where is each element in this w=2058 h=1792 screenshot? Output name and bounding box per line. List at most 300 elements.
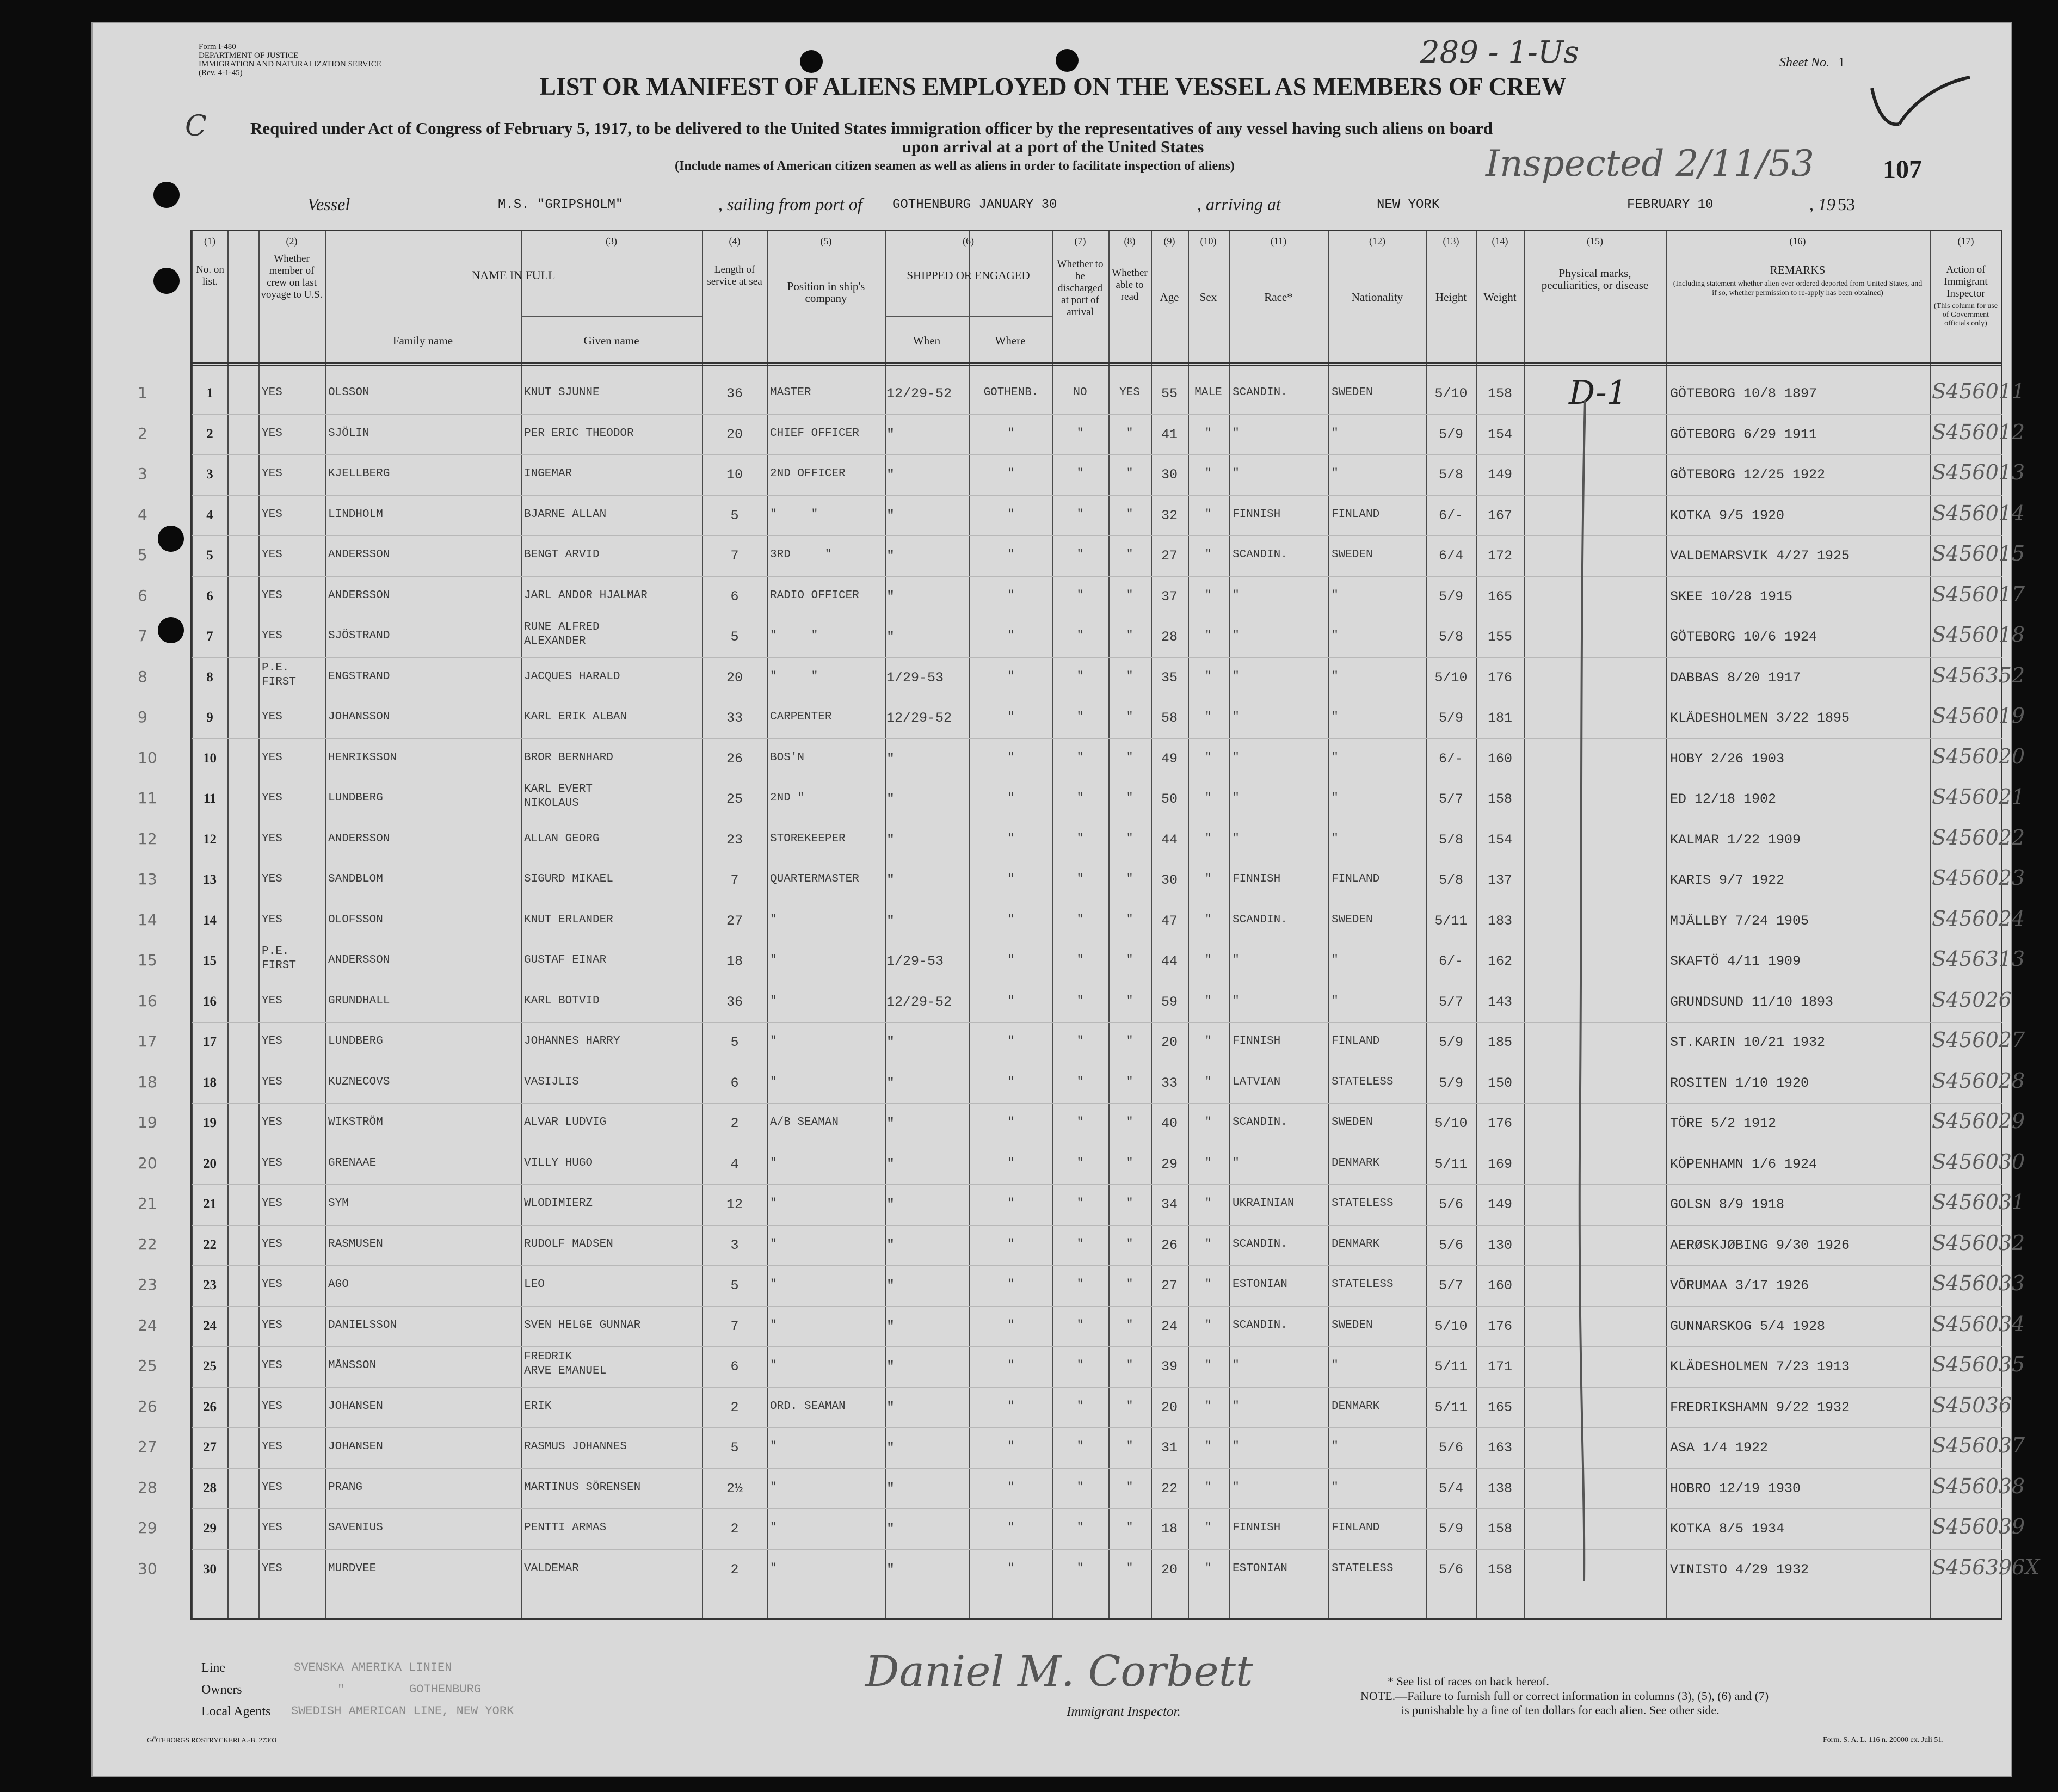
required-line-1: Required under Act of Congress of February 5, 1917, to be delivered to the United States immigration officer by the representatives of any vessel having such aliens on board [250,119,1493,138]
cell-sex: " [1205,994,1212,1007]
form-id-line: IMMIGRATION AND NATURALIZATION SERVICE [199,60,381,69]
col-num: (4) [729,236,741,247]
col-num: (5) [820,236,832,247]
cell-read: " [1126,589,1133,602]
footer-note-1: * See list of races on back hereof. [1388,1674,1549,1688]
cell-height: 5/7 [1438,994,1463,1010]
cell-height: 6/4 [1438,548,1463,564]
cell-position: " " [770,670,818,683]
cell-member: YES [262,1481,282,1494]
cell-age: 50 [1161,791,1178,807]
cell-sex: " [1205,873,1212,885]
footer-note-3: is punishable by a fine of ten dollars for each alien. See other side. [1401,1703,1720,1717]
year-label: , 19 [1809,194,1835,214]
cell-weight: 158 [1487,1521,1512,1537]
cell-nationality: " [1332,954,1339,966]
cell-sex: " [1205,589,1212,602]
cell-race: FINNISH [1233,873,1281,885]
col-num: (10) [1200,236,1217,247]
cell-family: ANDERSSON [328,589,390,602]
cell-member: P.E. FIRST [262,661,297,688]
cell-remarks: SKEE 10/28 1915 [1670,588,1793,605]
cell-service: 26 [726,750,743,767]
cell-member: YES [262,589,282,602]
cell-no: 28 [203,1480,217,1495]
cell-action: S45036 [1932,1393,2012,1417]
cell-given: BJARNE ALLAN [524,508,607,521]
cell-remarks: KOTKA 9/5 1920 [1670,507,1785,524]
cell-height: 5/8 [1438,832,1463,848]
cell-sex: " [1205,1359,1212,1372]
cell-given: VASIJLIS [524,1075,579,1088]
cell-race: SCANDIN. [1233,1237,1287,1251]
cell-nationality: SWEDEN [1332,386,1373,399]
bracket-line [1569,395,1601,1592]
cell-where: " [1007,1278,1015,1291]
cell-race: SCANDIN. [1233,1319,1287,1332]
page-number: 107 [1883,155,1922,184]
cell-weight: 138 [1487,1480,1512,1497]
cell-family: LINDHOLM [328,508,383,521]
cell-where: " [1007,994,1015,1007]
cell-discharged: " [1076,1481,1084,1494]
cell-discharged: " [1076,1440,1084,1453]
col-header-no: No. on list. [196,264,224,287]
cell-sex: " [1205,1440,1212,1453]
cell-service: 12 [726,1197,743,1212]
cell-when: " [886,548,895,564]
cell-action: S456352 [1932,663,2025,687]
tick-mark: 7 [138,627,147,645]
cell-when: " [886,1237,895,1253]
cell-race: " [1233,630,1240,642]
cell-service: 20 [726,426,743,442]
cell-race: " [1233,954,1240,966]
cell-position: " [770,1278,777,1291]
cell-read: " [1126,467,1133,480]
cell-weight: 162 [1487,953,1512,969]
cell-weight: 154 [1487,832,1512,848]
col-header-shipped: SHIPPED OR ENGAGED [907,269,1030,282]
tick-mark: 4 [138,505,147,524]
cell-service: 6 [730,1075,739,1091]
cell-sex: " [1205,1156,1212,1169]
cell-action: S456015 [1932,541,2025,565]
cell-age: 18 [1161,1521,1178,1537]
cell-service: 5 [730,629,739,645]
cell-position: BOS'N [770,751,805,764]
cell-member: YES [262,873,282,885]
cell-family: AGO [328,1278,349,1291]
cell-action: S456039 [1932,1514,2025,1538]
col-header-family: Family name [392,334,453,347]
cell-height: 5/9 [1438,1521,1463,1537]
cell-age: 27 [1161,1278,1178,1294]
cell-action: S456035 [1932,1352,2025,1376]
tick-mark: 8 [138,667,147,686]
table-row [138,1063,2025,1104]
cell-remarks: VALDEMARSVIK 4/27 1925 [1670,548,1850,564]
cell-action: S456024 [1932,906,2025,931]
cell-age: 47 [1161,913,1178,929]
cell-where: " [1007,1440,1015,1453]
cell-height: 5/9 [1438,1075,1463,1091]
cell-remarks: VÕRUMAA 3/17 1926 [1670,1278,1809,1294]
cell-remarks: KLÄDESHOLMEN 7/23 1913 [1670,1359,1850,1375]
cell-discharged: " [1076,873,1084,885]
cell-height: 6/- [1438,953,1463,969]
cell-service: 2½ [726,1480,743,1497]
cell-position: " [770,1562,777,1575]
cell-nationality: " [1332,427,1339,440]
cell-race: SCANDIN. [1233,549,1287,561]
cell-position: 2ND " [770,792,805,804]
cell-nationality: DENMARK [1332,1237,1380,1251]
cell-service: 5 [730,1034,739,1050]
cell-given: ALVAR LUDVIG [524,1116,607,1129]
cell-discharged: " [1076,913,1084,926]
cell-family: KJELLBERG [328,467,390,480]
cell-sex: " [1205,508,1212,521]
cell-given: SIGURD MIKAEL [524,873,613,885]
agents-label: Local Agents [201,1704,271,1719]
cell-member: P.E. FIRST [262,945,297,972]
cell-no: 17 [203,1034,217,1049]
cell-race: FINNISH [1233,1035,1281,1048]
col-num: (15) [1587,236,1603,247]
cell-position: " " [770,508,818,521]
cell-nationality: " [1332,792,1339,804]
cell-discharged: " [1076,630,1084,642]
table-row [138,1550,2040,1591]
page-title: LIST OR MANIFEST OF ALIENS EMPLOYED ON THE VESSEL AS MEMBERS OF CREW [539,72,1567,100]
cell-height: 5/11 [1434,913,1468,929]
cell-position: " [770,1359,777,1372]
cell-member: YES [262,467,282,480]
cell-given: KARL BOTVID [524,994,600,1007]
cell-sex: " [1205,1197,1212,1210]
cell-age: 30 [1161,872,1178,888]
cell-when: " [886,629,895,645]
cell-nationality: DENMARK [1332,1156,1380,1169]
cell-race: SCANDIN. [1233,386,1287,399]
tick-mark: 23 [138,1276,157,1294]
cell-read: " [1126,670,1133,683]
cell-service: 6 [730,1359,739,1375]
cell-when: " [886,1034,895,1050]
cell-discharged: " [1076,1359,1084,1372]
cell-read: " [1126,1278,1133,1291]
punch-hole [800,50,823,73]
cell-race: FINNISH [1233,1522,1281,1534]
cell-position: " [770,1237,777,1251]
cell-family: SJÖSTRAND [328,630,390,642]
cell-family: KUZNECOVS [328,1075,390,1088]
cell-service: 7 [730,872,739,888]
col-header-weight: Weight [1483,291,1517,304]
cell-remarks: KLÄDESHOLMEN 3/22 1895 [1670,710,1850,726]
cell-remarks: GRUNDSUND 11/10 1893 [1670,994,1834,1010]
cell-position: " [770,1075,777,1088]
cell-nationality: STATELESS [1332,1197,1394,1210]
tick-mark: 15 [138,951,157,969]
required-line-2: upon arrival at a port of the United States [902,137,1204,156]
col-header-where: Where [995,334,1026,347]
cell-nationality: " [1332,467,1339,480]
cell-weight: 130 [1487,1237,1512,1253]
cell-age: 41 [1161,426,1178,442]
cell-action: S456034 [1932,1311,2025,1336]
cell-height: 5/9 [1438,426,1463,442]
cell-given: JACQUES HARALD [524,670,620,683]
cell-read: " [1126,792,1133,804]
cell-position: " [770,1481,777,1494]
cell-read: " [1126,1400,1133,1413]
cell-nationality: FINLAND [1332,873,1380,885]
cell-read: " [1126,751,1133,764]
cell-member: YES [262,630,282,642]
owners-value: " GOTHENBURG [337,1683,482,1696]
cell-family: JOHANSEN [328,1400,383,1413]
line-label: Line [201,1661,225,1675]
col-header-remarks-note: (Including statement whether alien ever ordered deported from United States, and if so, whether permission to re-apply has been obtained) [1673,280,1923,297]
cell-family: HENRIKSSON [328,751,397,764]
cell-age: 34 [1161,1197,1178,1212]
cell-read: " [1126,549,1133,561]
cell-member: YES [262,508,282,521]
cell-service: 2 [730,1561,739,1578]
cell-read: " [1126,1035,1133,1048]
tick-mark: 5 [138,546,147,564]
cell-family: SYM [328,1197,349,1210]
cell-no: 21 [203,1197,217,1211]
cell-discharged: " [1076,1197,1084,1210]
table-row [138,901,2025,942]
cell-where: " [1007,670,1015,683]
cell-action: S456038 [1932,1474,2025,1498]
cell-service: 18 [726,953,743,969]
cell-weight: 160 [1487,750,1512,767]
cell-given: ERIK [524,1400,552,1413]
cell-where: " [1007,1481,1015,1494]
cell-discharged: " [1076,994,1084,1007]
cell-where: " [1007,1522,1015,1534]
cell-action: S456022 [1932,825,2025,849]
tick-mark: 19 [138,1113,157,1131]
cell-when: " [886,467,895,483]
cell-where: " [1007,630,1015,642]
cell-service: 4 [730,1156,739,1172]
cell-action: S456018 [1932,623,2025,646]
cell-weight: 165 [1487,588,1512,605]
col-num: (12) [1369,236,1385,247]
tick-mark: 9 [138,708,147,726]
footer-agents [201,1704,514,1719]
tick-mark: 29 [138,1519,157,1537]
cell-read: " [1126,873,1133,885]
cell-nationality: STATELESS [1332,1075,1394,1088]
cell-family: MÅNSSON [328,1359,377,1372]
table-row [138,1144,2025,1185]
cell-family: GRUNDHALL [328,994,390,1007]
cell-no: 15 [203,953,217,968]
cell-weight: 155 [1487,629,1512,645]
cell-age: 44 [1161,953,1178,969]
cell-remarks: FREDRIKSHAMN 9/22 1932 [1670,1399,1850,1415]
cell-when: " [886,507,895,524]
cell-position: 3RD " [770,549,832,561]
cell-race: " [1233,467,1240,480]
sheet-no-value: 1 [1838,56,1845,70]
cell-position: " [770,954,777,966]
cell-race: " [1233,1156,1240,1169]
cell-action: S456027 [1932,1028,2025,1052]
cell-weight: 176 [1487,669,1512,686]
line-value: SVENSKA AMERIKA LINIEN [294,1661,452,1674]
cell-age: 40 [1161,1116,1178,1131]
cell-race: " [1233,670,1240,683]
cell-position: " [770,1156,777,1169]
table-row [138,820,2025,861]
cell-position: QUARTERMASTER [770,873,859,885]
tick-mark: 30 [138,1559,157,1578]
cell-remarks: ED 12/18 1902 [1670,791,1777,807]
cell-nationality: SWEDEN [1332,913,1373,926]
cell-nationality: FINLAND [1332,1035,1380,1048]
cell-when: " [886,1561,895,1578]
col-num: (11) [1270,236,1287,247]
col-header-remarks: REMARKS [1770,263,1826,276]
cell-nationality: SWEDEN [1332,549,1373,561]
cell-action: S456014 [1932,501,2025,525]
col-header-height: Height [1435,291,1467,304]
tick-mark: 10 [138,748,157,767]
cell-weight: 158 [1487,791,1512,807]
owners-label: Owners [201,1683,242,1697]
cell-nationality: " [1332,630,1339,642]
cell-service: 5 [730,1278,739,1294]
cell-discharged: " [1076,1035,1084,1048]
cell-height: 5/6 [1438,1197,1463,1212]
cell-position: CARPENTER [770,711,832,723]
cell-when: " [886,1278,895,1294]
cell-family: MURDVEE [328,1562,377,1575]
cell-given: KARL ERIK ALBAN [524,711,627,723]
cell-position: 2ND OFFICER [770,467,846,480]
col-num: (8) [1124,236,1136,247]
cell-when: " [886,426,895,442]
cell-family: WIKSTRÖM [328,1116,383,1129]
cell-where: " [1007,954,1015,966]
cell-sex: " [1205,467,1212,480]
cell-family: JOHANSEN [328,1440,383,1453]
cell-where: " [1007,467,1015,480]
cell-age: 58 [1161,710,1178,726]
cell-race: " [1233,994,1240,1007]
cell-discharged: " [1076,1319,1084,1332]
form-number: Form. S. A. L. 116 n. 20000 ex. Juli 51. [1823,1736,1944,1744]
cell-no: 1 [206,386,213,401]
cell-when: " [886,1156,895,1172]
cell-remarks: VINISTO 4/29 1932 [1670,1561,1809,1578]
cell-where: " [1007,1197,1015,1210]
cell-where: " [1007,1035,1015,1048]
cell-given: RUDOLF MADSEN [524,1237,613,1251]
col-header-when: When [913,334,941,347]
vessel-label: Vessel [307,194,350,214]
cell-remarks: SKAFTÖ 4/11 1909 [1670,953,1801,969]
cell-height: 5/6 [1438,1561,1463,1578]
cell-where: " [1007,751,1015,764]
cell-action: S456313 [1932,947,2025,971]
punch-hole [158,526,184,552]
cell-age: 44 [1161,832,1178,848]
cell-no: 23 [203,1278,217,1292]
cell-no: 14 [203,913,217,928]
tick-mark: 3 [138,465,147,483]
cell-weight: 185 [1487,1034,1512,1050]
cell-nationality: STATELESS [1332,1278,1394,1291]
cell-when: " [886,1075,895,1091]
cell-weight: 172 [1487,548,1512,564]
cell-read: " [1126,1359,1133,1372]
punch-hole [1056,49,1079,72]
cell-age: 32 [1161,507,1178,524]
cell-given: KNUT ERLANDER [524,913,613,926]
cell-where: " [1007,1400,1015,1413]
cell-weight: 150 [1487,1075,1512,1091]
cell-no: 25 [203,1359,217,1374]
cell-weight: 149 [1487,467,1512,483]
table-row [138,982,2012,1023]
tick-mark: 1 [138,384,147,402]
cell-nationality: SWEDEN [1332,1319,1373,1332]
cell-discharged: NO [1073,386,1087,399]
cell-where: " [1007,1075,1015,1088]
cell-sex: " [1205,1562,1212,1575]
tick-mark: 6 [138,586,147,605]
cell-no: 5 [206,548,213,563]
cell-age: 31 [1161,1440,1178,1456]
cell-race: " [1233,1481,1240,1494]
cell-service: 3 [730,1237,739,1253]
cell-member: YES [262,549,282,561]
col-num: (9) [1163,236,1175,247]
cell-remarks: KARIS 9/7 1922 [1670,872,1785,888]
cell-age: 27 [1161,548,1178,564]
cell-position: " [770,994,777,1007]
cell-where: " [1007,711,1015,723]
cell-when: " [886,1197,895,1212]
cell-family: ANDERSSON [328,832,390,845]
cell-discharged: " [1076,1075,1084,1088]
cell-discharged: " [1076,1116,1084,1129]
cell-sex: " [1205,1522,1212,1534]
cell-service: 27 [726,913,743,929]
cell-given: RUNE ALFRED ALEXANDER [524,621,600,648]
footer-note-2: NOTE.—Failure to furnish full or correct information in columns (3), (5), (6) and (7) [1360,1689,1769,1703]
cell-given: ALLAN GEORG [524,832,600,845]
tick-mark: 24 [138,1316,157,1334]
cell-family: OLSSON [328,386,369,399]
col-num: (3) [606,236,617,247]
cell-sex: " [1205,1116,1212,1129]
cell-member: YES [262,751,282,764]
cell-service: 5 [730,1440,739,1456]
cell-where: " [1007,1319,1015,1332]
cell-height: 5/4 [1438,1480,1463,1497]
col-header-action-note: (This column for use of Government officials only) [1933,302,1998,328]
